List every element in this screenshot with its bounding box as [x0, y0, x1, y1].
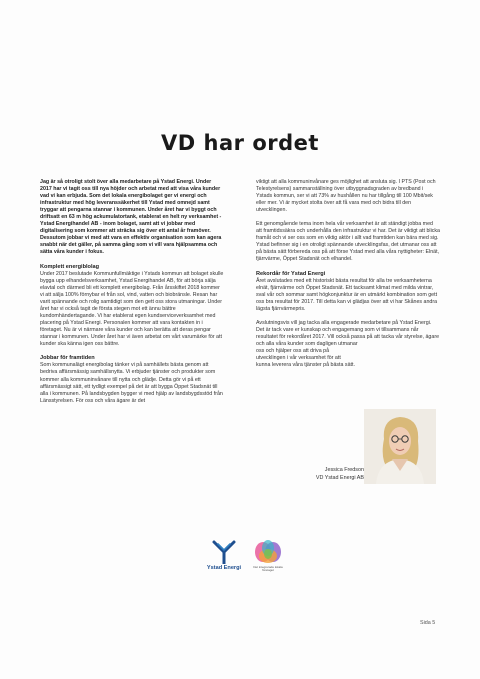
- paragraph-avslutning-tail: oss och hjälper oss att driva på utvecklingen i vår verksamhet för att kunna leverera våra tjänster på bästa sätt.: [256, 348, 355, 369]
- paragraph-avslutning: Avslutningsvis vill jag tacka alla engagerade medarbetare på Ystad Energi. Det är tack vare er kunskap och engagemang som vi tillsammans når resultatet för rekordåret 2017. Vill också passa på att tacka vår styrelse, ägare och alla våra kunder som dagligen utmanar: [256, 319, 440, 348]
- right-column: [256, 179, 440, 376]
- logo-area: [202, 538, 292, 578]
- section-heading-komplett: Komplett energiblolag: [40, 263, 100, 270]
- ystad-energi-icon: [202, 538, 246, 566]
- portrait-image: [364, 409, 436, 484]
- portrait-photo: [364, 409, 436, 484]
- signature-name: Jessica Fredson: [324, 467, 364, 473]
- partner-logo: [248, 538, 288, 578]
- page-number: Sida 5: [420, 620, 436, 626]
- partner-label: Det integrerade lokala företaget: [253, 565, 283, 573]
- section-heading-framtiden: Jobbar för framtiden: [40, 355, 95, 362]
- page-title: VD har ordet: [161, 131, 319, 155]
- section-heading-rekordar: Rekordår för Ystad Energi: [256, 270, 326, 277]
- section-text-framtiden: Som kommunalägt energibolag tänker vi på samhällets bästa genom att bedriva affärsmässig samhällsnytta. Vi erbjuder tjänster och produkter som kommer alla kommuninvånare till nytta och glädje. Detta gör vi på ett affärsmässigt sätt, ett tydligt exempel på det är att bygga Öppet Stadsnät till alla i kommunen. På landsbygden bygger vi med hjälp av landsbygdsstöd från Länsstyrelsen. För oss och våra ägare är det: [40, 362, 223, 404]
- intro-paragraph: Jag är så otroligt stolt över alla medarbetare på Ystad Energi. Under 2017 har vi tagit oss till nya höjder och arbetat med att visa våra kunder vad vi kan erbjuda. Som det lokala energibolaget ger vi energi och infrastruktur med hög leveranssäkerhet till Ystad med omnejd samt tryggar att pengarna stannar i kommunen. Under året har vi byggt och driftsatt en 63 m hög ackumulatortank, etablerat en helt ny verksamhet - Ystad Energihandel AB - inom bolaget, samt att vi jobbar med digitalisering som kommer att sträcka sig över ett antal år framöver. Dessutom jobbar vi med att vara en effektiv organisation som kan agera snabbt när det gäller, på samma gång som vi vill vara hjälpsamma och sätta våra kunder i fokus.: [40, 179, 222, 256]
- paragraph-framtidssakra: Ett genomgående tema inom hela vår verksamhet är att ständigt jobba med att framtidssäkra och underhålla den infrastruktur vi har. Det är viktigt att blicka framåt och vi ser oss som en viktig aktör i allt vad framtiden kan bära med sig. Ystad befinner sig i en otroligt spännande utvecklingsfas, det utmanar oss att på bästa sätt förbereda oss på att förse Ystad med alla våra nyttigheter: Elnät, fjärrvärme, Öppet Stadsnät och elhandel.: [256, 221, 441, 263]
- left-column: [40, 179, 224, 412]
- paragraph-bredband: viktigt att alla kommuninvånare ges möjlighet att ansluta sig. I PTS (Post och Telestyrelsens) sammanställning över utbyggnadsgraden av bredband i Ystads kommun, ser vi att 73% av hushållen nu har tillgång till 100 Mbit/sek eller mer. Vi är mycket stolta över att få vara med och bidra till den utvecklingen.: [256, 179, 436, 214]
- ystad-energi-label: Ystad Energi: [206, 565, 242, 571]
- signature-title: VD Ystad Energi AB: [315, 475, 364, 481]
- section-text-rekordar: Året avslutades med ett historiskt bästa resultat för alla tre verksamheterna elnät, fjärrvärme och Öppet Stadsnät. Ett tacksamt klimat med milda vintrar, sval vår och sommar samt högkonjunktur är en utmärkt kombination som gett oss bra resultat för 2017. Till detta kan vi glädjas över att vi har Skånes andra lägsta fjärrvärmepris.: [256, 277, 438, 312]
- ystad-energi-logo: [202, 538, 246, 578]
- section-text-komplett: Under 2017 beslutade Kommunfullmäktige i Ystads kommun att bolaget skulle bygga upp elhandelsverksamhet, Ystad Energihandel AB, för att börja sälja elavtal och därmed bli ett komplett energibolag. Från årsskiftet 2018 kommer vi att sälja 100% förnybar el från sol, vind, vatten och biobränsle. Resan har varit spännande och rolig samtidigt som den gett oss stora utmaningar. Under året har vi också tagit de första stegen mot ett ännu bättre kundomhändertagande. Vi har etablerat egen kundserviceverksamhet med placering på Ystad Energi. Personalen kommer att vara kontakten in i företaget. Nu är vi närmare våra kunder och kan berätta att deras pengar stannar i kommunen. Under året har vi även arbetat om vårt varumärke för att kunder ska känna igen oss bättre.: [40, 270, 224, 348]
- signature: [300, 466, 364, 482]
- partner-flower-icon: [248, 538, 288, 566]
